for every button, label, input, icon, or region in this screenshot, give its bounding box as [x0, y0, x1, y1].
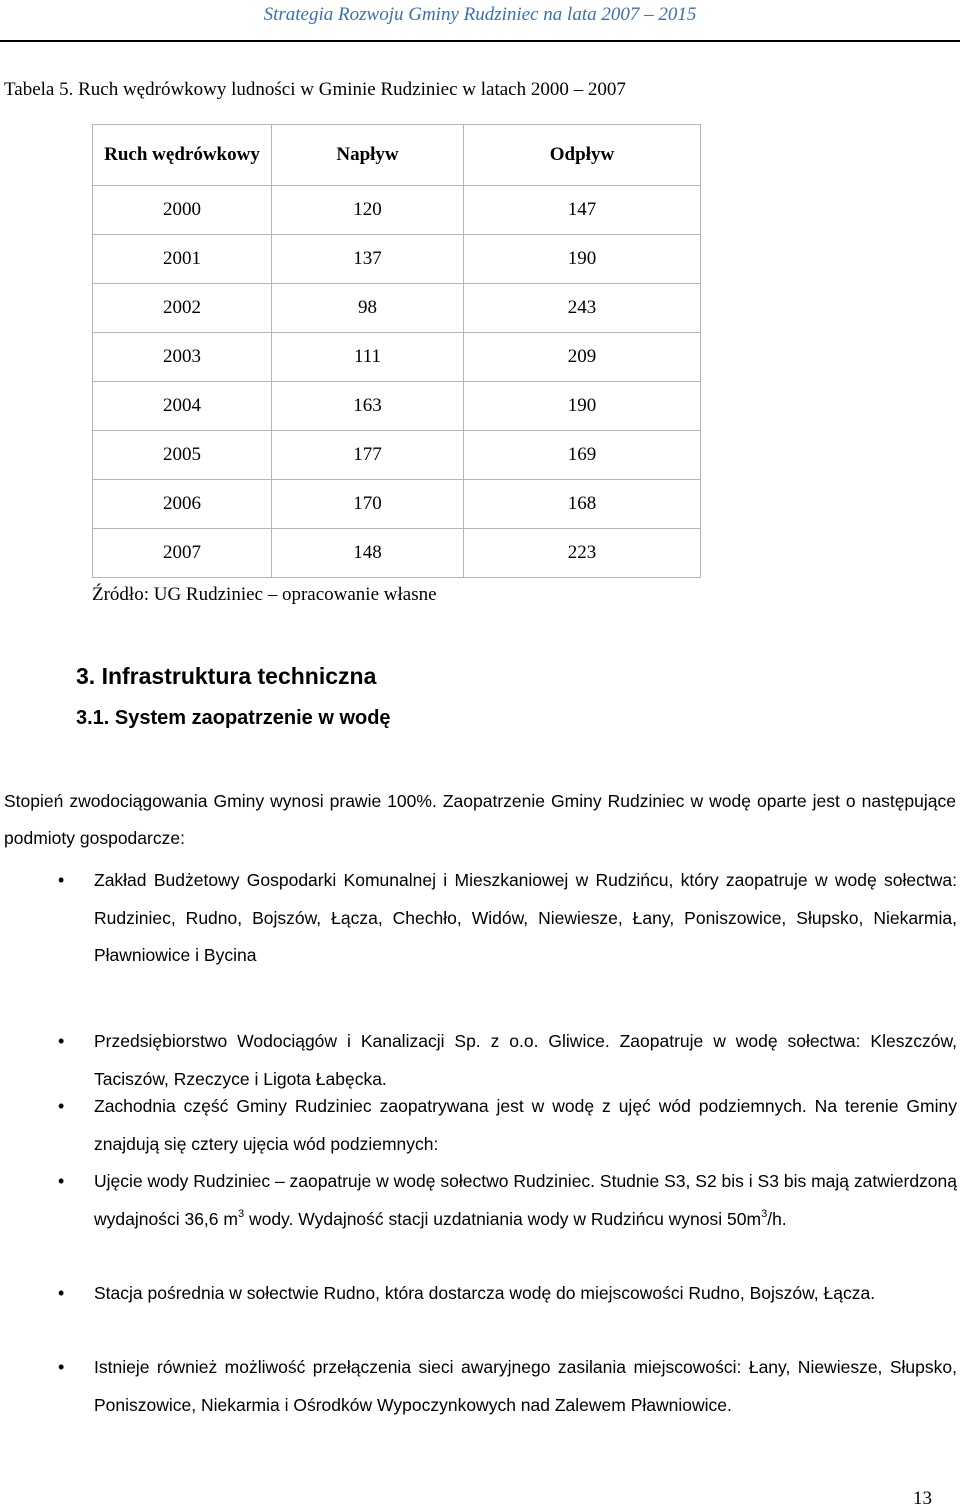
cell-outflow: 168 [464, 480, 701, 529]
superscript: 3 [237, 1207, 245, 1220]
cell-year: 2000 [93, 186, 272, 235]
subsection-heading: 3.1. System zaopatrzenie w wodę [76, 707, 391, 729]
cell-inflow: 148 [272, 529, 464, 578]
cell-inflow: 177 [272, 431, 464, 480]
bullet-marker: • [58, 1171, 65, 1191]
page-number: 13 [913, 1488, 932, 1509]
cell-outflow: 169 [464, 431, 701, 480]
table-row [93, 186, 701, 235]
migration-table [92, 124, 701, 578]
list-item: Przedsiębiorstwo Wodociągów i Kanalizacji Sp. z o.o. Gliwice. Zaopatruje w wodę sołectwa: Kleszczów, Taciszów, Rzeczyce i Ligota Łabęcka. [94, 1031, 957, 1089]
cell-year: 2002 [93, 284, 272, 333]
bullet-marker: • [58, 870, 65, 890]
table-caption: Tabela 5. Ruch wędrówkowy ludności w Gminie Rudziniec w latach 2000 – 2007 [4, 79, 626, 100]
column-header-movement: Ruch wędrówkowy [93, 125, 272, 186]
cell-inflow: 163 [272, 382, 464, 431]
bullet-marker: • [58, 1283, 65, 1303]
cell-year: 2001 [93, 235, 272, 284]
list-item: Zachodnia część Gminy Rudziniec zaopatrywana jest w wodę z ujęć wód podziemnych. Na terenie Gminy znajdują się cztery ujęcia wód podziemnych: [94, 1096, 957, 1154]
table-row [93, 235, 701, 284]
cell-inflow: 111 [272, 333, 464, 382]
cell-year: 2006 [93, 480, 272, 529]
table-row [93, 480, 701, 529]
bullet-marker: • [58, 1096, 65, 1116]
table-row [93, 529, 701, 578]
bullet-marker: • [58, 1031, 65, 1051]
list-item-text: Ujęcie wody Rudziniec – zaopatruje w wodę sołectwo Rudziniec. Studnie S3, S2 bis i S3 bis mają zatwierdzoną wydajności 36,6 m [94, 1171, 957, 1229]
cell-outflow: 209 [464, 333, 701, 382]
cell-outflow: 223 [464, 529, 701, 578]
cell-outflow: 147 [464, 186, 701, 235]
section-heading: 3. Infrastruktura techniczna [76, 663, 377, 689]
cell-outflow: 243 [464, 284, 701, 333]
cell-inflow: 98 [272, 284, 464, 333]
intro-paragraph: Stopień zwodociągowania Gminy wynosi prawie 100%. Zaopatrzenie Gminy Rudziniec w wodę oparte jest o następujące podmioty gospodarcze: [4, 791, 956, 848]
cell-year: 2003 [93, 333, 272, 382]
table-row [93, 333, 701, 382]
cell-year: 2005 [93, 431, 272, 480]
list-item [94, 1163, 957, 1238]
list-item: Stacja pośrednia w sołectwie Rudno, która dostarcza wodę do miejscowości Rudno, Bojszów, Łącza. [94, 1283, 876, 1303]
table-row [93, 431, 701, 480]
superscript: 3 [761, 1207, 768, 1220]
bullet-marker: • [58, 1357, 65, 1377]
cell-year: 2007 [93, 529, 272, 578]
cell-inflow: 170 [272, 480, 464, 529]
column-header-inflow: Napływ [272, 125, 464, 186]
table-header-row [93, 125, 701, 186]
list-item-text: wody. Wydajność stacji uzdatniania wody w Rudzińcu wynosi 50m [244, 1208, 762, 1229]
cell-outflow: 190 [464, 382, 701, 431]
table-row [93, 284, 701, 333]
cell-year: 2004 [93, 382, 272, 431]
page-header: Strategia Rozwoju Gminy Rudziniec na lata 2007 – 2015 [263, 4, 697, 25]
cell-inflow: 137 [272, 235, 464, 284]
list-item: Zakład Budżetowy Gospodarki Komunalnej i Mieszkaniowej w Rudzińcu, który zaopatruje w wodę sołectwa: Rudziniec, Rudno, Bojszów, Łącza, Chechło, Widów, Niewiesze, Łany, Poniszowice, Słupsko, Niekarmia, Pławniowice i Bycina [94, 870, 957, 965]
table-source: Źródło: UG Rudziniec – opracowanie własne [92, 584, 437, 605]
list-item: Istnieje również możliwość przełączenia sieci awaryjnego zasilania miejscowości: Łany, Niewiesze, Słupsko, Poniszowice, Niekarmia i Ośrodków Wypoczynkowych nad Zalewem Pławniowice. [94, 1357, 957, 1415]
table-row [93, 382, 701, 431]
cell-inflow: 120 [272, 186, 464, 235]
column-header-outflow: Odpływ [464, 125, 701, 186]
list-item-text: /h. [767, 1208, 787, 1229]
header-divider [0, 40, 960, 42]
cell-outflow: 190 [464, 235, 701, 284]
